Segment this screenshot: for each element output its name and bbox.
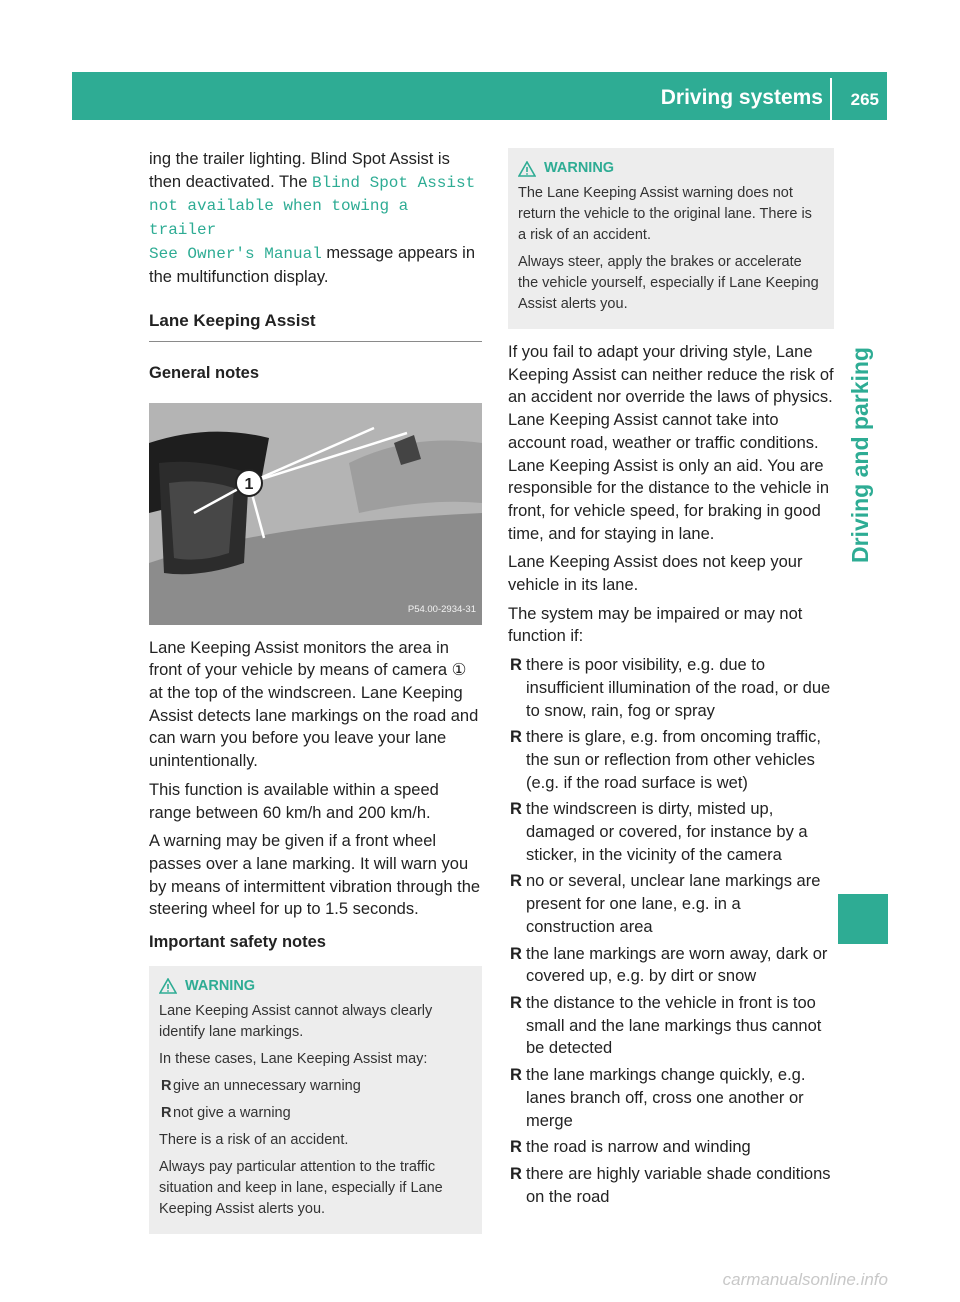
list-item	[508, 992, 834, 1060]
paragraph: This function is available within a speed range between 60 km/h and 200 km/h.	[149, 780, 439, 822]
section-title: Driving systems	[660, 86, 823, 109]
warning-text: The Lane Keeping Assist warning does not return the vehicle to the original lane. There is a risk of an accident.	[518, 185, 812, 243]
header-bar	[72, 72, 887, 120]
list-item	[508, 943, 834, 988]
bullet-icon: R	[510, 1138, 522, 1157]
list-item-text: the lane markings change quickly, e.g. lanes branch off, cross one another or merge	[526, 1066, 806, 1130]
intro-paragraph	[149, 148, 482, 288]
bullet-icon: R	[510, 728, 522, 747]
paragraph: The system may be impaired or may not function if:	[508, 604, 803, 646]
warning-box	[149, 966, 482, 1234]
warning-text: Always steer, apply the brakes or accelerate the vehicle yourself, especially if Lane Keeping Assist alerts you.	[518, 254, 819, 312]
conditions-list	[508, 654, 834, 1208]
bullet-icon: R	[510, 944, 522, 963]
sub-heading-safety-notes: Important safety notes	[149, 933, 326, 952]
right-column	[508, 148, 834, 1214]
bullet-icon: R	[510, 1164, 522, 1183]
section-heading: Lane Keeping Assist	[149, 310, 482, 342]
warning-box	[508, 148, 834, 329]
list-item-text: there is poor visibility, e.g. due to insufficient illumination of the road, or due to snow, rain, fog or spray	[526, 656, 831, 720]
bullet-icon: R	[510, 993, 522, 1012]
left-column	[149, 148, 482, 1234]
intro-line: then deactivated. The	[149, 172, 312, 191]
warning-title: WARNING	[185, 977, 256, 994]
paragraph: A warning may be given if a front wheel passes over a lane marking. It will warn you by means of intermittent vibration through the steering wheel for up to 1.5 seconds.	[149, 832, 481, 919]
side-tab-label: Driving and parking	[847, 347, 873, 563]
figure-code: P54.00-2934-31	[407, 603, 476, 615]
bullet-icon: R	[161, 1104, 172, 1121]
list-item	[159, 1076, 472, 1097]
warning-title: WARNING	[544, 160, 615, 176]
sub-heading-general-notes: General notes	[149, 363, 260, 382]
bullet-icon: R	[510, 1066, 522, 1085]
intro-line: the multifunction display.	[149, 267, 329, 286]
side-tab-marker	[838, 894, 888, 944]
intro-line: ing the trailer lighting. Blind Spot Assist is	[149, 150, 450, 168]
warning-text: Always pay particular attention to the traffic situation and keep in lane, especially if Lane Keeping Assist alerts you.	[159, 1158, 443, 1217]
list-item-text: there is glare, e.g. from oncoming traffic, the sun or reflection from other vehicles (e.g. if the road surface is wet)	[526, 728, 821, 792]
list-item-text: no or several, unclear lane markings are present for one lane, e.g. in a construction area	[526, 872, 821, 936]
warning-triangle-icon	[518, 161, 536, 177]
camera-figure	[149, 403, 482, 625]
bullet-icon: R	[161, 1077, 172, 1094]
display-message: See Owner's Manual	[149, 244, 322, 263]
bullet-icon: R	[510, 656, 522, 675]
windscreen-camera-illustration	[149, 403, 482, 625]
paragraph: If you fail to adapt your driving style, Lane Keeping Assist can neither reduce the risk of an accident nor override the laws of physics. Lane Keeping Assist cannot take into account road, weather or traffic conditions. Lane Keeping Assist is only an aid. You are responsible for the distance to the vehicle in front, for vehicle speed, for braking in good time, and for staying in lane.	[508, 343, 834, 543]
warning-text: Lane Keeping Assist cannot always clearly identify lane markings.	[159, 1002, 433, 1040]
warning-header	[518, 158, 824, 179]
paragraph: Lane Keeping Assist monitors the area in front of your vehicle by means of camera ① at the top of the windscreen. Lane Keeping Assist detects lane markings on the road and can warn you before you leave your lane unintentionally.	[149, 638, 479, 771]
list-item	[508, 654, 834, 722]
warning-bullet-list	[159, 1076, 472, 1124]
warning-triangle-icon	[159, 978, 177, 994]
list-item	[508, 798, 834, 866]
header-divider	[830, 78, 832, 120]
list-item-text: not give a warning	[173, 1104, 291, 1121]
warning-header	[159, 976, 472, 997]
list-item	[508, 870, 834, 938]
list-item	[508, 726, 834, 794]
list-item-text: the road is narrow and winding	[526, 1138, 751, 1157]
list-item-text: the distance to the vehicle in front is too small and the lane markings thus cannot be detected	[526, 993, 822, 1058]
intro-line: message appears in	[321, 243, 476, 262]
list-item-text: the windscreen is dirty, misted up, damaged or covered, for instance by a sticker, in the vicinity of the camera	[526, 800, 808, 864]
bullet-icon: R	[510, 800, 522, 819]
list-item	[159, 1103, 472, 1124]
list-item-text: give an unnecessary warning	[173, 1077, 361, 1094]
list-item	[508, 1064, 834, 1132]
list-item-text: there are highly variable shade conditions on the road	[526, 1164, 831, 1206]
list-item	[508, 1136, 834, 1159]
list-item-text: the lane markings are worn away, dark or covered up, e.g. by dirt or snow	[526, 944, 828, 986]
watermark: carmanualsonline.info	[722, 1270, 888, 1289]
camera-callout-number: 1	[244, 475, 254, 493]
list-item	[508, 1163, 834, 1208]
paragraph: Lane Keeping Assist does not keep your vehicle in its lane.	[508, 553, 803, 595]
warning-text: There is a risk of an accident.	[159, 1131, 349, 1148]
display-message: Blind Spot Assist	[311, 173, 476, 192]
warning-text: In these cases, Lane Keeping Assist may:	[159, 1050, 428, 1067]
display-message: not available when towing a trailer	[149, 197, 409, 240]
bullet-icon: R	[510, 872, 522, 891]
page-number: 265	[850, 90, 879, 109]
